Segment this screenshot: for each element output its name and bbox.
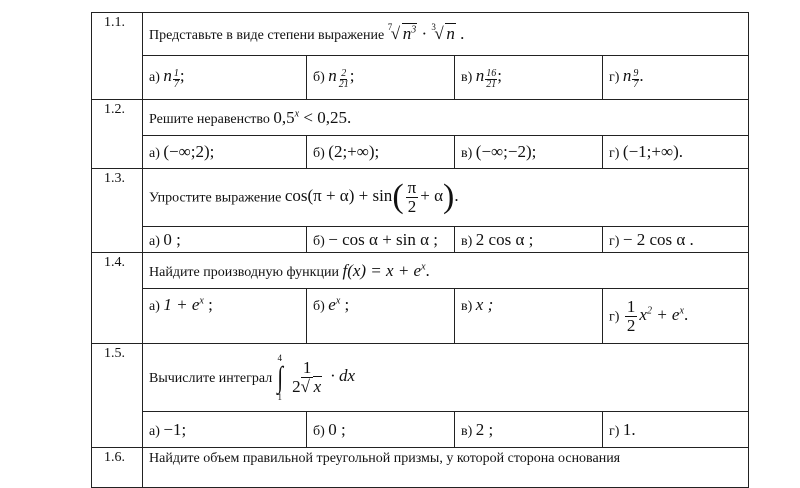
question-text-cell xyxy=(143,344,749,412)
answer-option-b[interactable]: б) $e^x$ ; xyxy=(307,289,455,344)
answer-option-d[interactable]: г) 1. xyxy=(603,412,749,448)
answer-option-b[interactable]: б) n $\frac{2}{21}$ ; xyxy=(307,56,455,100)
question-text-cell xyxy=(143,169,749,227)
answers-row-1-4 xyxy=(92,289,749,344)
answer-option-b[interactable]: б) − cos α + sin α ; xyxy=(307,227,455,253)
question-row-1-5 xyxy=(92,344,749,412)
answer-option-c[interactable]: в) x ; xyxy=(455,289,603,344)
answer-option-c[interactable]: в) 2 cos α ; xyxy=(455,227,603,253)
question-number: 1.2. xyxy=(92,100,143,169)
question-number: 1.3. xyxy=(92,169,143,253)
answer-option-a[interactable]: а) n $\frac{1}{7}$ ; xyxy=(143,56,307,100)
answer-option-b[interactable]: б) 0 ; xyxy=(307,412,455,448)
question-number: 1.1. xyxy=(92,13,143,100)
answers-row-1-5 xyxy=(92,412,749,448)
answers-row-1-1 xyxy=(92,56,749,100)
answers-row-1-3 xyxy=(92,227,749,253)
question-text: Решите неравенство xyxy=(149,111,270,127)
answer-option-a[interactable]: а) −1; xyxy=(143,412,307,448)
question-text: Найдите производную функции xyxy=(149,264,339,280)
question-number: 1.4. xyxy=(92,253,143,344)
answer-option-d[interactable]: г) $\frac{1}{2}$ $x^2 + e^x$. xyxy=(603,289,749,344)
question-row-1-2 xyxy=(92,100,749,136)
answers-row-1-2 xyxy=(92,136,749,169)
answer-option-c[interactable]: в) (−∞;−2); xyxy=(455,136,603,169)
question-formula: $f(x) = x + e^x$. xyxy=(342,260,430,280)
answer-option-d[interactable]: г) (−1;+∞). xyxy=(603,136,749,169)
question-row-1-1 xyxy=(92,13,749,56)
question-text: Упростите выражение xyxy=(149,190,282,206)
question-text-cell xyxy=(143,448,749,488)
question-text-cell xyxy=(143,100,749,136)
question-text: Представьте в виде степени выражение xyxy=(149,28,385,43)
question-number: 1.6. xyxy=(92,448,143,488)
answer-option-a[interactable]: а) 0 ; xyxy=(143,227,307,253)
question-text: Вычислите интеграл xyxy=(149,370,273,386)
question-number: 1.5. xyxy=(92,344,143,448)
question-text: Найдите объем правильной треугольной призмы, у которой сторона основания xyxy=(149,451,621,466)
answer-option-a[interactable]: а) (−∞;2); xyxy=(143,136,307,169)
question-row-1-3 xyxy=(92,169,749,227)
answer-option-d[interactable]: г) n $\frac{9}{7}$ . xyxy=(603,56,749,100)
answer-option-c[interactable]: в) n $\frac{16}{21}$ ; xyxy=(455,56,603,100)
question-formula: cos(π + α) + sin( $\frac{\pi}{2}$ + α). xyxy=(284,178,459,216)
answer-option-d[interactable]: г) − 2 cos α . xyxy=(603,227,749,253)
answer-option-a[interactable]: а) $1 + e^x$ ; xyxy=(143,289,307,344)
question-formula: 4 ∫ 1 1 2 √ x · dx xyxy=(276,352,355,402)
question-text-cell xyxy=(143,13,749,56)
question-row-1-4 xyxy=(92,253,749,289)
answer-option-b[interactable]: б) (2;+∞); xyxy=(307,136,455,169)
question-row-1-6 xyxy=(92,448,749,488)
question-text-cell xyxy=(143,253,749,289)
test-table xyxy=(91,12,749,488)
answer-option-c[interactable]: в) 2 ; xyxy=(455,412,603,448)
question-formula: 7 √ $n^3$ · 3 √ n . xyxy=(387,22,465,43)
question-formula: 0,5$^x$ < 0,25. xyxy=(273,107,352,127)
